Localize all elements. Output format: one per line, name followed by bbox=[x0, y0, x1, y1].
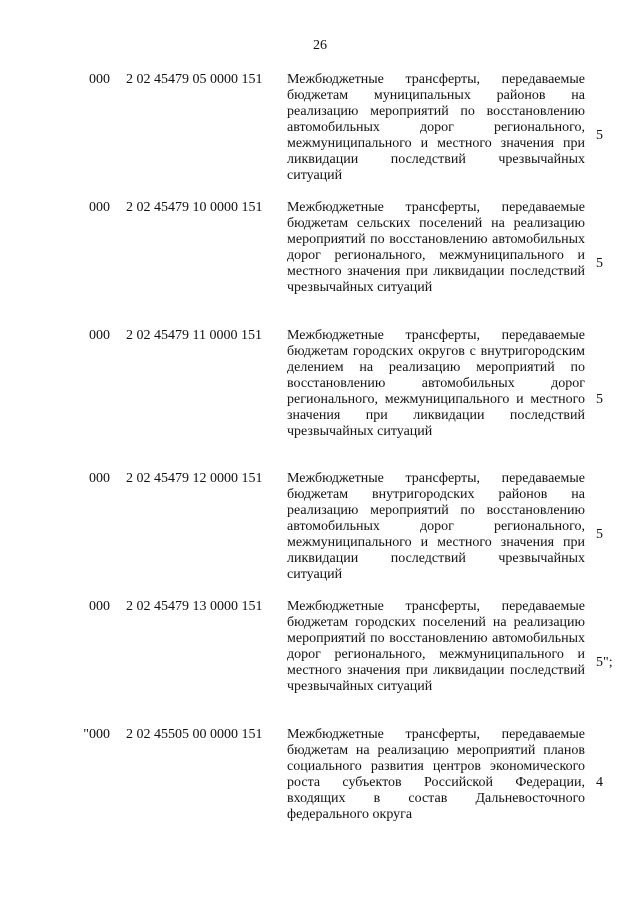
table-row bbox=[0, 471, 640, 599]
admin-code: "000 bbox=[83, 727, 110, 742]
transfer-description: Межбюджетные трансферты, передаваемые бюджетам муниципальных районов на реализацию мероприятий по восстановлению автомобильных дорог регионального, межмуниципального и местного значения при ликвидации последствий чрезвычайных ситуаций bbox=[287, 72, 585, 183]
admin-code: 000 bbox=[89, 72, 110, 87]
budget-classification-code: 2 02 45479 13 0000 151 bbox=[126, 599, 263, 614]
transfer-description: Межбюджетные трансферты, передаваемые бюджетам на реализацию мероприятий планов социального развития центров экономического роста субъектов Российской Федерации, входящих в состав Дальневосточного федерального округа bbox=[287, 727, 585, 822]
admin-code: 000 bbox=[89, 200, 110, 215]
amount-value: 5 bbox=[596, 391, 603, 407]
transfer-description: Межбюджетные трансферты, передаваемые бюджетам внутригородских районов на реализацию мероприятий по восстановлению автомобильных дорог регионального, межмуниципального и местного значения при ликвидации последствий чрезвычайных ситуаций bbox=[287, 471, 585, 582]
table-row bbox=[0, 72, 640, 200]
budget-code-table bbox=[0, 72, 640, 839]
table-row bbox=[0, 328, 640, 471]
table-row bbox=[0, 200, 640, 328]
amount-value: 5 bbox=[596, 527, 603, 542]
amount-value: 5"; bbox=[596, 655, 613, 670]
budget-classification-code: 2 02 45479 10 0000 151 bbox=[126, 200, 263, 215]
amount-value: 5 bbox=[596, 256, 603, 271]
transfer-description: Межбюджетные трансферты, передаваемые бюджетам сельских поселений на реализацию мероприятий по восстановлению автомобильных дорог регионального, межмуниципального и местного значения при ликвидации последствий чрезвычайных ситуаций bbox=[287, 200, 585, 295]
table-row bbox=[0, 727, 640, 839]
transfer-description: Межбюджетные трансферты, передаваемые бюджетам городских округов с внутригородским делением на реализацию мероприятий по восстановлению автомобильных дорог регионального, межмуниципального и местного значения при ликвидации последствий чрезвычайных ситуаций bbox=[287, 328, 585, 439]
amount-value: 5 bbox=[596, 128, 603, 143]
admin-code: 000 bbox=[89, 328, 110, 343]
budget-classification-code: 2 02 45479 11 0000 151 bbox=[126, 328, 262, 343]
transfer-description: Межбюджетные трансферты, передаваемые бюджетам городских поселений на реализацию мероприятий по восстановлению автомобильных дорог регионального, межмуниципального и местного значения при ликвидации последствий чрезвычайных ситуаций bbox=[287, 599, 585, 694]
table-row bbox=[0, 599, 640, 727]
budget-classification-code: 2 02 45479 12 0000 151 bbox=[126, 471, 263, 486]
amount-value: 4 bbox=[596, 775, 603, 790]
budget-classification-code: 2 02 45505 00 0000 151 bbox=[126, 727, 263, 742]
page-number: 26 bbox=[313, 38, 327, 53]
admin-code: 000 bbox=[89, 599, 110, 614]
budget-classification-code: 2 02 45479 05 0000 151 bbox=[126, 72, 263, 87]
admin-code: 000 bbox=[89, 471, 110, 486]
